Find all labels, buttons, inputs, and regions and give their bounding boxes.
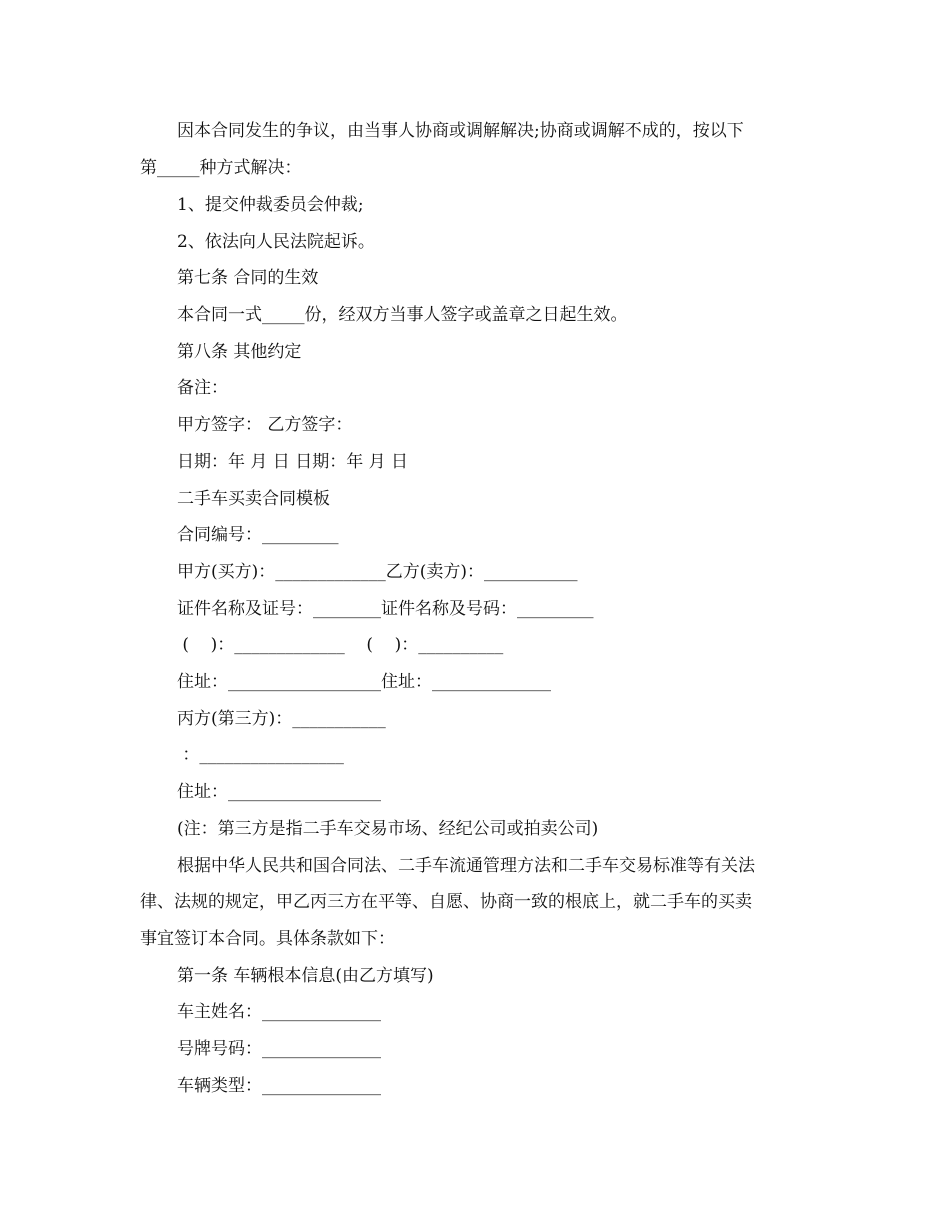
blank-label-fields: ( )：_____________ ( )：__________ bbox=[177, 635, 504, 655]
address-fields: 住址：__________________住址：______________ bbox=[177, 672, 551, 692]
date-line: 日期：年 月 日 日期：年 月 日 bbox=[177, 452, 409, 472]
article-seven-heading: 第七条 合同的生效 bbox=[177, 268, 319, 288]
arbitration-option: 1、提交仲裁委员会仲裁; bbox=[177, 195, 364, 215]
third-party-address-field: 住址：__________________ bbox=[177, 782, 381, 802]
plate-number-field: 号牌号码：______________ bbox=[177, 1039, 381, 1059]
third-party-extra-field: ：_________________ bbox=[177, 745, 344, 765]
contract-number-field: 合同编号：_________ bbox=[177, 525, 339, 545]
id-document-fields: 证件名称及证号：________证件名称及号码：_________ bbox=[177, 599, 594, 619]
court-option: 2、依法向人民法院起诉。 bbox=[177, 232, 375, 252]
third-party-field: 丙方(第三方)：___________ bbox=[177, 709, 386, 729]
article-one-heading: 第一条 车辆根本信息(由乙方填写) bbox=[177, 966, 434, 986]
vehicle-type-field: 车辆类型：______________ bbox=[177, 1076, 381, 1096]
article-eight-heading: 第八条 其他约定 bbox=[177, 342, 302, 362]
remarks-line: 备注： bbox=[177, 378, 228, 398]
third-party-note: (注：第三方是指二手车交易市场、经纪公司或拍卖公司) bbox=[177, 819, 599, 839]
owner-name-field: 车主姓名：______________ bbox=[177, 1002, 381, 1022]
legal-basis-paragraph-line-1: 根据中华人民共和国合同法、二手车流通管理方法和二手车交易标准等有关法 bbox=[177, 856, 755, 876]
dispute-resolution-paragraph: 因本合同发生的争议，由当事人协商或调解解决;协商或调解不成的，按以下 bbox=[177, 121, 744, 141]
dispute-resolution-method-line: 第_____种方式解决： bbox=[140, 158, 302, 178]
template-title: 二手车买卖合同模板 bbox=[177, 489, 330, 509]
signature-line: 甲方签字： 乙方签字： bbox=[177, 415, 353, 435]
party-names-fields: 甲方(买方)：_____________乙方(卖方)：___________ bbox=[177, 562, 578, 582]
effectiveness-clause: 本合同一式_____份，经双方当事人签字或盖章之日起生效。 bbox=[177, 305, 628, 325]
legal-basis-paragraph-line-2: 律、法规的规定，甲乙丙三方在平等、自愿、协商一致的根底上，就二手车的买卖 bbox=[140, 892, 752, 912]
legal-basis-paragraph-line-3: 事宜签订本合同。具体条款如下： bbox=[140, 929, 395, 949]
